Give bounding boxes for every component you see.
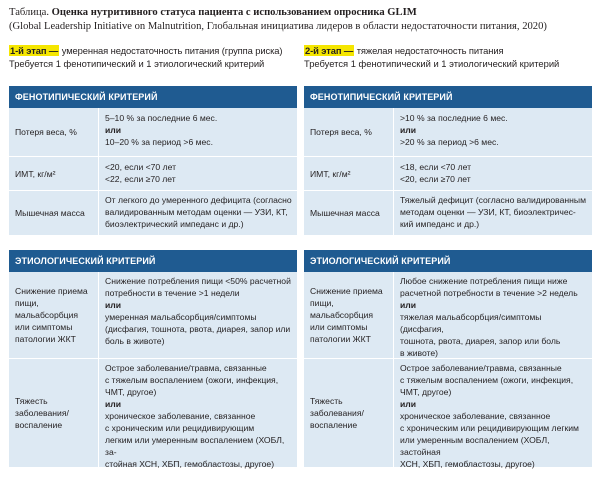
row-label: Снижение приема пищи, мальабсорбция или симптомы патологии ЖКТ [304,272,394,358]
stage-1-desc: умеренная недостаточность питания (группа риска) [59,45,283,56]
value-line: Острое заболевание/травма, связанные [105,363,267,373]
stage-1-phenotypic-panel [9,86,297,235]
stage-1-tag: 1-й этап — [10,45,59,56]
value-line: Любое снижение потребления пищи ниже [400,276,568,286]
value-line: кий импеданс и др.) [400,219,480,229]
value-line: с тяжелым воспалением (ожоги, инфекция, [105,375,279,385]
stage-2-column [304,44,592,469]
value-line: с хроническим или рецидивирующим легким [400,423,579,433]
row-label: Тяжесть заболевания/ воспаление [304,359,394,467]
stage-2-title [304,44,592,57]
stage-2-phenotypic-panel [304,86,592,235]
value-line: От легкого до умеренного дефицита (согласно [105,195,292,205]
panel-heading: ФЕНОТИПИЧЕСКИЙ КРИТЕРИЙ [9,86,297,108]
row-value [99,191,297,235]
value-line: легким или умеренным воспалением (ХОБЛ, за- [105,435,285,457]
value-line: в животе) [400,348,439,358]
stage-1-etiologic-panel [9,250,297,467]
table-caption [9,6,594,34]
table-row [304,108,592,157]
value-line: <20, если <70 лет [105,162,177,172]
stage-1-requirement: Требуется 1 фенотипический и 1 этиологический критерий [9,58,265,69]
value-line: >20 % за период >6 мес. [400,137,499,147]
value-line: боль в животе) [105,336,165,346]
value-line: хроническое заболевание, связанное [400,411,551,421]
value-line: <18, если <70 лет [400,162,472,172]
row-label: ИМТ, кг/м² [304,157,394,190]
value-line: >10 % за последние 6 мес. [400,113,508,123]
value-line: с тяжелым воспалением (ожоги, инфекция, [400,375,574,385]
caption-subtitle: (Global Leadership Initiative on Malnutrition, Глобальная инициатива лидеров в области недостаточности питания, 2020) [9,21,547,32]
stage-1-column [9,44,297,469]
value-or: или [105,399,122,409]
row-value [99,359,297,467]
row-value [99,272,297,358]
value-line: хроническое заболевание, связанное [105,411,256,421]
value-line: валидированным методам оценки — УЗИ, КТ, [105,207,288,217]
value-or: или [400,300,417,310]
value-line: ЧМТ, другое) [400,387,452,397]
table-row [304,157,592,191]
value-line: методам оценки — УЗИ, КТ, биоэлектричес- [400,207,576,217]
table-row [9,157,297,191]
value-or: или [105,300,122,310]
table-row [9,191,297,235]
row-value [99,108,297,156]
value-line: ЧМТ, другое) [105,387,157,397]
value-line: 10–20 % за период >6 мес. [105,137,213,147]
row-label: Мышечная масса [304,191,394,235]
stage-2-tag: 2-й этап — [305,45,354,56]
value-line: стойная ХСН, ХБП, гемобластозы, другое) [105,459,275,469]
row-value [394,272,592,358]
table-row [9,359,297,467]
caption-title: Оценка нутритивного статуса пациента с использованием опросника GLIM [51,7,417,18]
value-line: <20, если ≥70 лет [400,174,471,184]
row-label: Потеря веса, % [9,108,99,156]
caption-prefix: Таблица. [9,7,52,18]
value-line: тошнота, рвота, диарея, запор или боль [400,336,561,346]
table-row [304,359,592,467]
row-value [394,157,592,190]
value-line: умеренная мальабсорбция/симптомы [105,312,257,322]
stage-1-title [9,44,297,57]
panel-heading: ЭТИОЛОГИЧЕСКИЙ КРИТЕРИЙ [9,250,297,272]
value-line: Тяжелый дефицит (согласно валидированным [400,195,586,205]
panel-heading: ЭТИОЛОГИЧЕСКИЙ КРИТЕРИЙ [304,250,592,272]
stage-2-etiologic-panel [304,250,592,467]
value-line: <22, если ≥70 лет [105,174,176,184]
value-line: или умеренным воспалением (ХОБЛ, застойная [400,435,550,457]
table-row [9,108,297,157]
row-value [394,191,592,235]
row-label: Снижение приема пищи, мальабсорбция или симптомы патологии ЖКТ [9,272,99,358]
value-line: с хроническим или рецидивирующим [105,423,255,433]
row-label: Потеря веса, % [304,108,394,156]
table-row [304,191,592,235]
value-line: расчетной потребности в течение >2 недель [400,288,578,298]
row-label: Мышечная масса [9,191,99,235]
table-row [9,272,297,359]
value-line: (дисфагия, тошнота, рвота, диарея, запор или [105,324,291,334]
row-label: Тяжесть заболевания/ воспаление [9,359,99,467]
value-or: или [400,125,417,135]
value-line: тяжелая мальабсорбция/симптомы (дисфагия, [400,312,542,334]
panel-heading: ФЕНОТИПИЧЕСКИЙ КРИТЕРИЙ [304,86,592,108]
value-line: ХСН, ХБП, гемобластозы, другое) [400,459,535,469]
value-or: или [400,399,417,409]
value-or: или [105,125,122,135]
value-line: потребности в течение >1 недели [105,288,240,298]
stage-2-desc: тяжелая недостаточность питания [354,45,504,56]
row-value [394,359,592,467]
row-label: ИМТ, кг/м² [9,157,99,190]
stage-2-requirement: Требуется 1 фенотипический и 1 этиологический критерий [304,58,560,69]
row-value [99,157,297,190]
row-value [394,108,592,156]
value-line: 5–10 % за последние 6 мес. [105,113,218,123]
value-line: Снижение потребления пищи <50% расчетной [105,276,291,286]
value-line: биоэлектрический импеданс и др.) [105,219,244,229]
table-row [304,272,592,359]
value-line: Острое заболевание/травма, связанные [400,363,562,373]
